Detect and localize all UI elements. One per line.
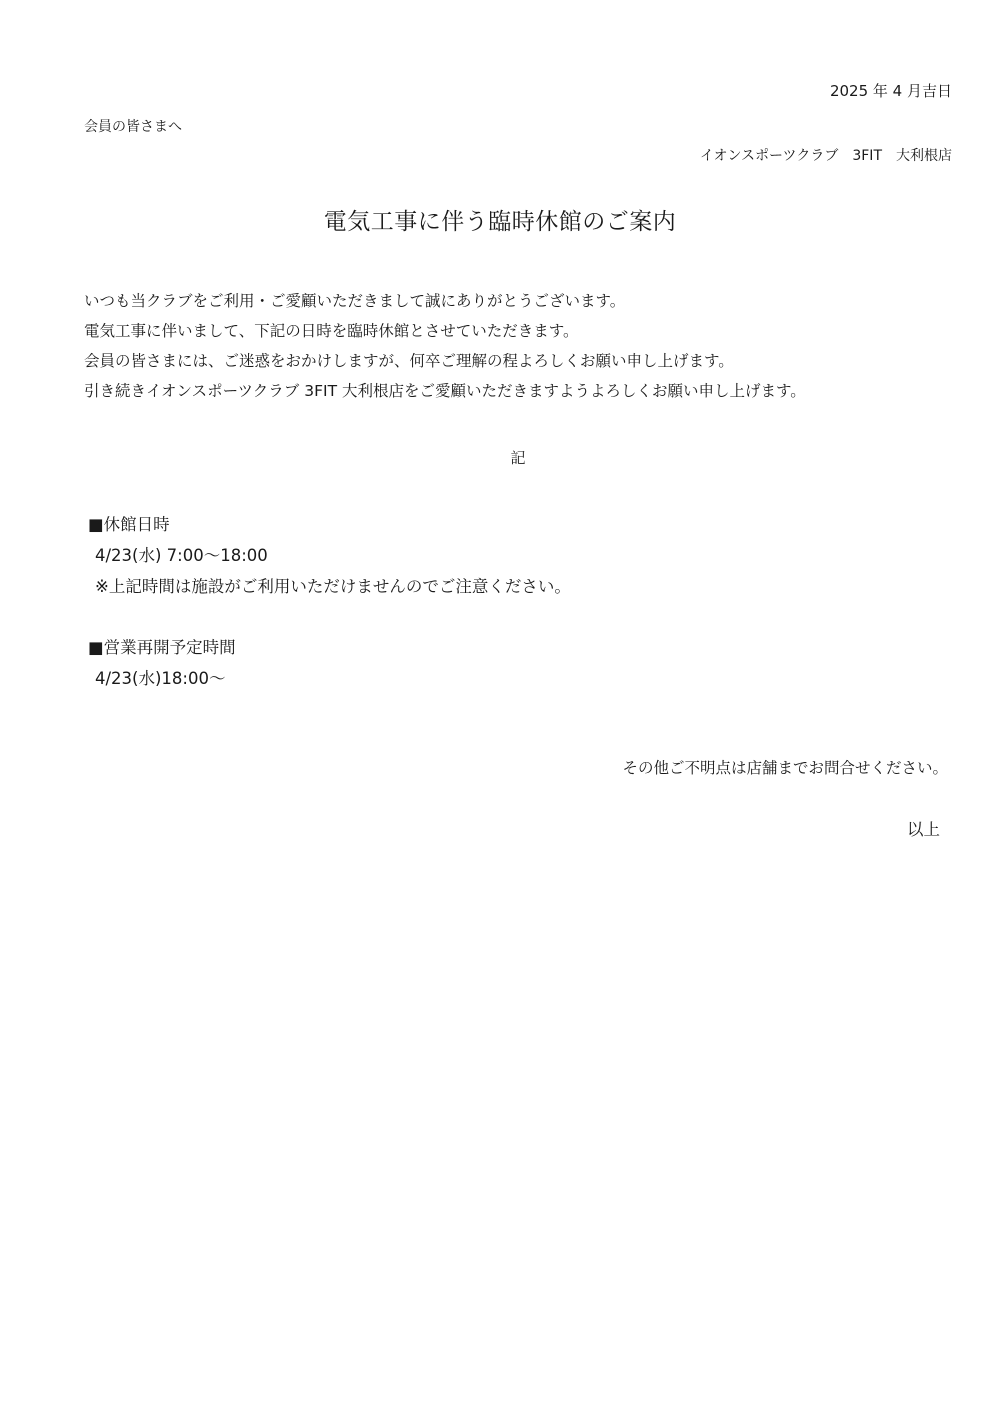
notice-title: 電気工事に伴う臨時休館のご案内 [323, 209, 677, 235]
closing-mark: 以上 [907, 820, 940, 839]
recipient: 会員の皆さまへ [84, 119, 182, 135]
section-heading: ■営業再開予定時間 [88, 638, 236, 657]
body-paragraph [84, 286, 806, 406]
inquiry-note: その他ご不明点は店舗までお問合せください。 [622, 759, 948, 777]
ki-marker: 記 [510, 449, 526, 467]
body-line: 会員の皆さまには、ご迷惑をおかけしますが、何卒ご理解の程よろしくお願い申し上げます。 [84, 352, 734, 370]
closure-datetime: 4/23(水) 7:00～18:00 [95, 546, 268, 565]
closure-section [88, 509, 571, 602]
issue-date: 2025 年 4 月吉日 [829, 82, 952, 100]
body-line: 電気工事に伴いまして、下記の日時を臨時休館とさせていただきます。 [84, 322, 579, 340]
body-line: いつも当クラブをご利用・ご愛顧いただきまして誠にありがとうございます。 [84, 292, 626, 310]
reopen-section [88, 632, 236, 694]
body-line: 引き続きイオンスポーツクラブ 3FIT 大利根店をご愛顧いただきますようよろしくお願い申し上げます。 [84, 382, 806, 400]
closure-note: ※上記時間は施設がご利用いただけませんのでご注意ください。 [95, 577, 571, 596]
sender: イオンスポーツクラブ 3FIT 大利根店 [699, 148, 952, 164]
reopen-datetime: 4/23(水)18:00～ [95, 669, 226, 688]
section-heading: ■休館日時 [88, 515, 170, 534]
